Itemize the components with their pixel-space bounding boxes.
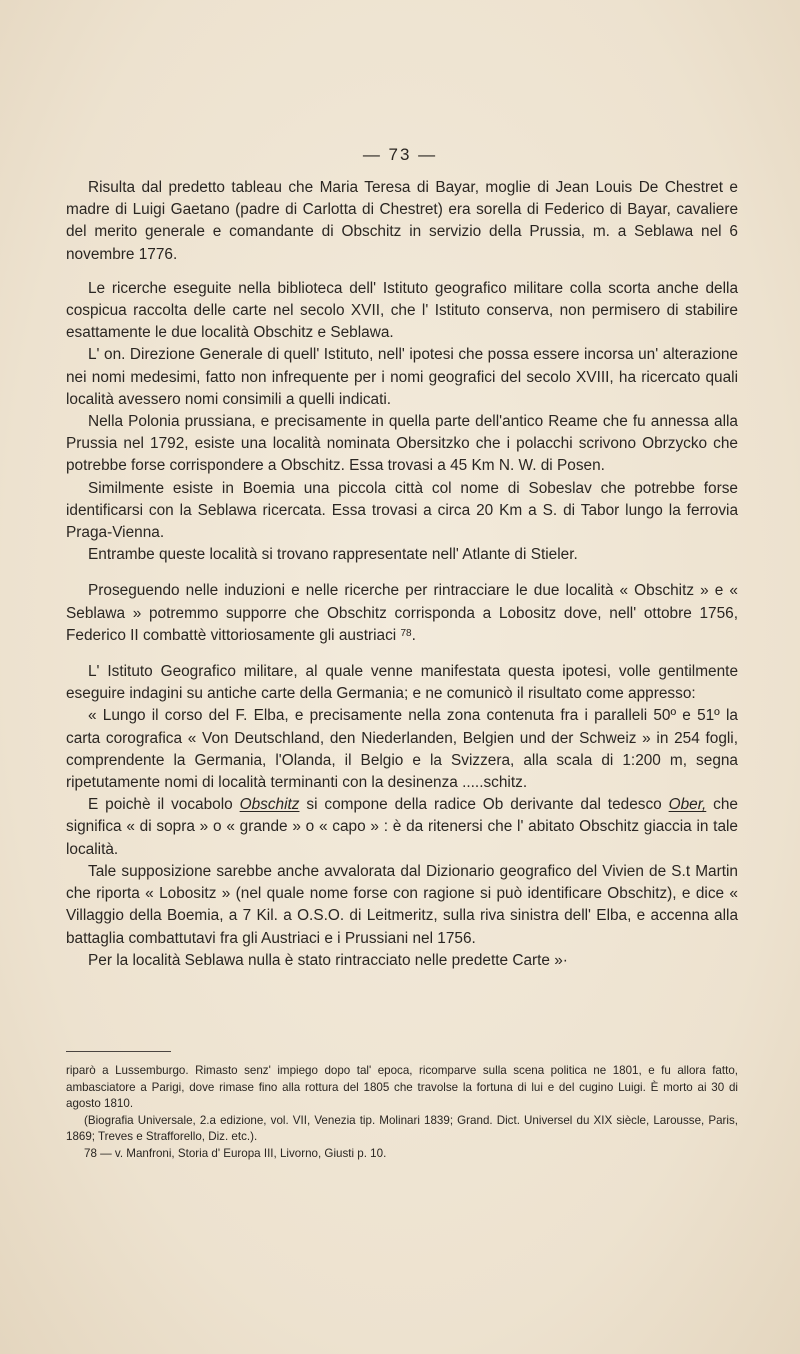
footnote-78: 78 — v. Manfroni, Storia d' Europa III, Livorno, Giusti p. 10. — [84, 1146, 387, 1160]
page-number: — 73 — — [362, 145, 438, 164]
paragraph-2: Le ricerche eseguite nella biblioteca dell' Istituto geografico militare colla scorta anche della cospicua raccolta delle carte nel secolo XVII, che l' Istituto conserva, non permisero di stabilire esattamente le due località Obschitz e Seblawa. — [66, 279, 738, 342]
paragraph-6: Entrambe queste località si trovano rappresentate nell' Atlante di Stieler. — [88, 546, 578, 564]
paragraph-3: L' on. Direzione Generale di quell' Istituto, nell' ipotesi che possa essere incorsa un' alterazione nei nomi medesimi, fatto non infrequente per i nomi geografici del secolo XVIII, ha ricercato quali località avessero nomi consimili a quelli indicati. — [66, 346, 738, 408]
paragraph-7-end: . — [411, 626, 416, 644]
paragraph-7-text: Proseguendo nelle induzioni e nelle ricerche per rintracciare le due località « Obschitz » e « Seblawa » potremmo supporre che Obschitz corrisponda a Lobositz dove, nell' ottobre 1756, Federico II combattè vittoriosamente gli austriaci — [66, 582, 738, 644]
word-ober: Ober, — [668, 796, 707, 814]
paragraph-10-b: si compone della radice Ob derivante dal tedesco — [306, 796, 662, 814]
paragraph-8: L' Istituto Geografico militare, al quale venne manifestata questa ipotesi, volle gentilmente eseguire indagini su antiche carte della Germania; e ne comunicò il risultato come appresso: — [66, 663, 738, 703]
footnote-bibliography: (Biografia Universale, 2.a edizione, vol. VII, Venezia tip. Molinari 1839; Grand. Dict. Universel du XIX siècle, Larousse, Paris, 1869; Treves e Strafforello, Diz. etc.). — [66, 1113, 738, 1144]
paragraph-9: « Lungo il corso del F. Elba, e precisamente nella zona contenuta fra i paralleli 50º e 51º la carta corografica « Von Deutschland, den Niederlanden, Belgien und der Schweiz » in 254 fogli, comprendente la Germania, l'Olanda, il Belgio e la Svizzera, alla scala di 1:200 m, segna ripetutamente nomi di località terminanti con la desinenza .....schitz. — [66, 707, 738, 792]
footnote-ref-78: 78 — [400, 627, 412, 639]
paragraph-10 — [66, 794, 738, 861]
paragraph-4: Nella Polonia prussiana, e precisamente in quella parte dell'antico Reame che fu annessa alla Prussia nel 1792, esiste una località nominata Obersitzko che i polacchi scrivono Obrzycko che potrebbe forse corrispondere a Obschitz. Essa trovasi a 45 Km N. W. di Posen. — [66, 413, 738, 475]
paragraph-12: Per la località Seblawa nulla è stato rintracciato nelle predette Carte »· — [88, 951, 568, 969]
footnote-continuation: riparò a Lussemburgo. Rimasto senz' impiego dopo tal' epoca, ricomparve sulla scena politica ne 1801, e fu allora fatto, ambasciatore a Parigi, dove rimase fino alla rottura del 1805 che travolse la fortuna di lui e del cugino Luigi. È morto ai 30 di agosto 1810. — [66, 1064, 738, 1111]
word-obschitz: Obschitz — [239, 796, 300, 814]
paragraph-10-c: che significa « di sopra » o « grande » o « capo » : è da ritenersi che l' abitato Obschitz giaccia in tale località. — [66, 796, 738, 858]
paragraph-5: Similmente esiste in Boemia una piccola città col nome di Sobeslav che potrebbe forse identificarsi con la Seblawa ricercata. Essa trovasi a circa 20 Km a S. di Tabor lungo la ferrovia Praga-Vienna. — [66, 479, 738, 542]
paragraph-7 — [66, 580, 738, 647]
footnotes — [66, 1063, 738, 1163]
paragraph-11: Tale supposizione sarebbe anche avvalorata dal Dizionario geografico del Vivien de S.t Martin che riporta « Lobositz » (nel quale nome forse con ragione si può identificare Obschitz), e dice « Villaggio della Boemia, a 7 Kil. a O.S.O. di Leitmeritz, sulla riva sinistra dell' Elba, e accenna alla battaglia combattutavi fra gli Austriaci e i Prussiani nel 1756. — [66, 862, 738, 947]
paragraph-10-a: E poichè il vocabolo — [88, 796, 233, 814]
footnote-divider — [66, 1051, 171, 1052]
body-text — [66, 177, 738, 972]
paragraph-1: Risulta dal predetto tableau che Maria Teresa di Bayar, moglie di Jean Louis De Chestret e madre di Luigi Gaetano (padre di Carlotta di Chestret) era sorella di Federico di Bayar, cavaliere del merito generale e comandante di Obschitz in servizio della Prussia, m. a Seblawa nel 6 novembre 1776. — [66, 179, 738, 263]
